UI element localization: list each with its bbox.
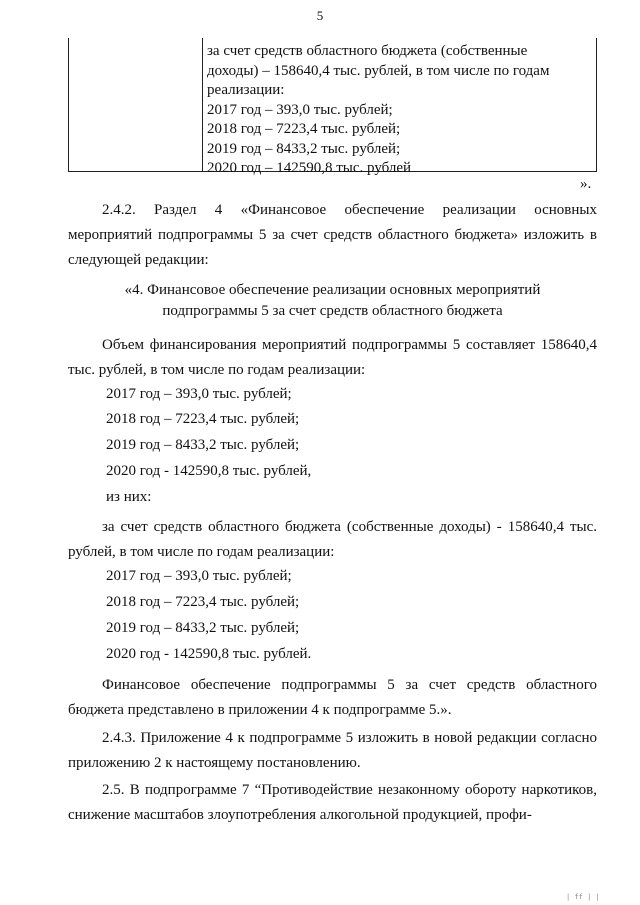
year-line: 2018 год – 7223,4 тыс. рублей; (106, 594, 300, 610)
closing-quote: ». (580, 176, 592, 192)
section-title-line: подпрограммы 5 за счет средств областного бюджета (162, 303, 503, 319)
page-number: 5 (316, 8, 324, 23)
table-cell-line: 2018 год – 7223,4 тыс. рублей; (207, 121, 401, 137)
year-line: 2019 год – 8433,2 тыс. рублей; (106, 437, 300, 453)
table-cell-funding (207, 42, 590, 179)
volume-paragraph: Объем финансирования мероприятий подпрограммы 5 составляет 158640,4 тыс. рублей, в том числе по годам реализации: (68, 337, 597, 378)
section-title (68, 280, 597, 322)
year-line: 2017 год – 393,0 тыс. рублей; (106, 568, 292, 584)
table-cell-line: за счет средств областного бюджета (собственные (207, 43, 528, 59)
financing-paragraph: Финансовое обеспечение подпрограммы 5 за счет средств областного бюджета представлено в приложении 4 к подпрограмме 5.». (68, 677, 597, 718)
paragraph-2-4-3: 2.4.3. Приложение 4 к подпрограмме 5 изложить в новой редакции согласно приложению 2 к настоящему постановлению. (68, 730, 597, 771)
table-cell-line: реализации: (207, 82, 285, 98)
table-fragment (68, 38, 597, 176)
table-cell-line: 2020 год – 142590,8 тыс. рублей (207, 160, 412, 176)
paragraph-2-4-2: 2.4.2. Раздел 4 «Финансовое обеспечение реализации основных мероприятий подпрограммы 5 за счет средств областного бюджета» изложить в следующей редакции: (68, 202, 597, 268)
paragraph-2-5: 2.5. В подпрограмме 7 “Противодействие незаконному обороту наркотиков, снижение масштабов злоупотребления алкогольной продукцией, профи- (68, 782, 597, 823)
scan-mark: | ff | | (566, 893, 600, 901)
year-line: 2017 год – 393,0 тыс. рублей; (106, 386, 292, 402)
section-title-line: «4. Финансовое обеспечение реализации основных мероприятий (124, 282, 541, 298)
year-line: 2020 год - 142590,8 тыс. рублей, (106, 463, 312, 479)
regional-paragraph: за счет средств областного бюджета (собственные доходы) - 158640,4 тыс. рублей, в том числе по годам реализации: (68, 519, 597, 560)
table-cell-line: доходы) – 158640,4 тыс. рублей, в том числе по годам (207, 62, 550, 79)
table-cell-line: 2019 год – 8433,2 тыс. рублей; (207, 140, 401, 157)
year-line: 2020 год - 142590,8 тыс. рублей. (106, 646, 312, 662)
table-column-divider (202, 38, 203, 171)
year-line: 2019 год – 8433,2 тыс. рублей; (106, 620, 300, 636)
of-them-label: из них: (106, 489, 152, 505)
year-line: 2018 год – 7223,4 тыс. рублей; (106, 411, 300, 427)
table-cell-line: 2017 год – 393,0 тыс. рублей; (207, 101, 393, 118)
